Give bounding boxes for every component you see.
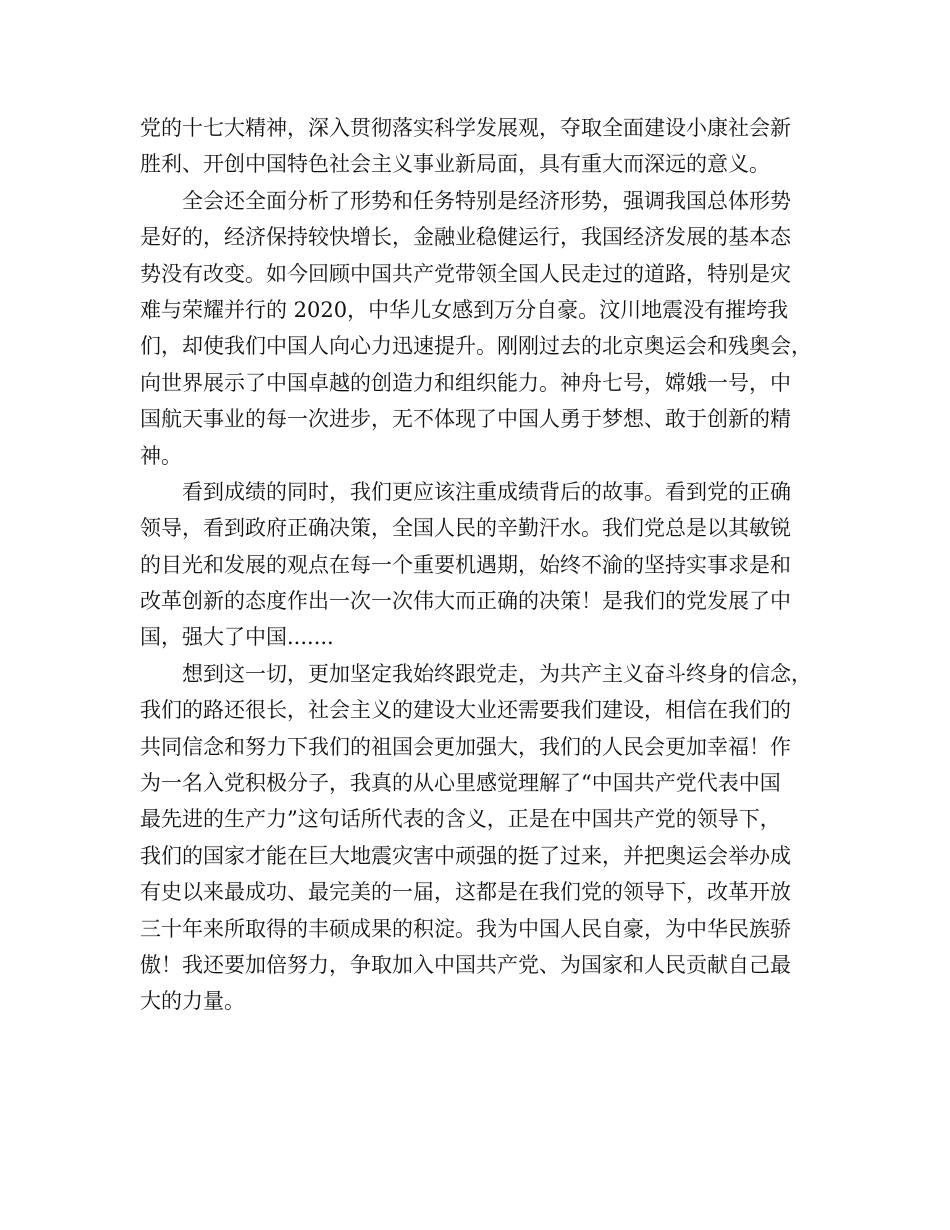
paragraph-1	[140, 110, 830, 183]
text-line: 最先进的生产力”这句话所代表的含义，正是在中国共产党的领导下，	[140, 807, 781, 832]
text-line: 神。	[140, 443, 182, 468]
text-line: 改革创新的态度作出一次一次伟大而正确的决策！是我们的党发展了中	[140, 589, 791, 614]
text-line: 难与荣耀并行的 2020，中华儿女感到万分自豪。汶川地震没有摧垮我	[140, 297, 789, 322]
text-line: 为一名入党积极分子，我真的从心里感觉理解了“中国共产党代表中国	[140, 771, 781, 796]
text-line: 胜利、开创中国特色社会主义事业新局面，具有重大而深远的意义。	[140, 152, 770, 177]
text-line: 党的十七大精神，深入贯彻落实科学发展观，夺取全面建设小康社会新	[140, 116, 791, 140]
document-body	[140, 110, 830, 1020]
text-line: 势没有改变。如今回顾中国共产党带领全国人民走过的道路，特别是灾	[140, 261, 791, 286]
text-line: 大的力量。	[140, 989, 245, 1014]
text-line: 全会还全面分析了形势和任务特别是经济形势，强调我国总体形势	[182, 188, 791, 213]
text-line: 领导，看到政府正确决策，全国人民的辛勤汗水。我们党总是以其敏锐	[140, 516, 791, 541]
text-line: 们，却使我们中国人向心力迅速提升。刚刚过去的北京奥运会和残奥会，	[140, 334, 812, 359]
text-line: 国航天事业的每一次进步，无不体现了中国人勇于梦想、敢于创新的精	[140, 407, 791, 432]
text-line: 的目光和发展的观点在每一个重要机遇期，始终不渝的坚持实事求是和	[140, 552, 791, 577]
paragraph-3	[140, 474, 830, 656]
text-line: 共同信念和努力下我们的祖国会更加强大，我们的人民会更加幸福！作	[140, 734, 791, 759]
text-line: 向世界展示了中国卓越的创造力和组织能力。神舟七号，嫦娥一号，中	[140, 370, 791, 395]
text-line: 有史以来最成功、最完美的一届，这都是在我们党的领导下，改革开放	[140, 880, 791, 905]
text-line: 想到这一切，更加坚定我始终跟党走，为共产主义奋斗终身的信念，	[182, 661, 812, 686]
text-line: 我们的国家才能在巨大地震灾害中顽强的挺了过来，并把奥运会举办成	[140, 843, 791, 868]
text-line: 傲！我还要加倍努力，争取加入中国共产党、为国家和人民贡献自己最	[140, 952, 791, 977]
text-line: 三十年来所取得的丰硕成果的积淀。我为中国人民自豪，为中华民族骄	[140, 916, 791, 941]
paragraph-4	[140, 656, 830, 1020]
text-line: 国，强大了中国.......	[140, 625, 334, 650]
paragraph-2	[140, 183, 830, 474]
text-line: 看到成绩的同时，我们更应该注重成绩背后的故事。看到党的正确	[182, 479, 791, 504]
text-line: 我们的路还很长，社会主义的建设大业还需要我们建设，相信在我们的	[140, 698, 791, 723]
text-line: 是好的，经济保持较快增长，金融业稳健运行，我国经济发展的基本态	[140, 225, 791, 250]
